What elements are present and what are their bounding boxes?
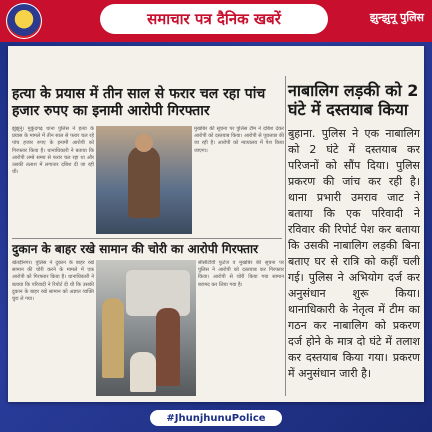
photo-person-head — [135, 134, 153, 152]
article-1-photo — [96, 126, 192, 234]
newspaper-clipping — [8, 46, 424, 402]
article-1-headline: हत्या के प्रयास में तीन साल से फरार चल रहा पांच हजार रुपए का इनामी आरोपी गिरफ्तार — [12, 86, 266, 119]
banner-title: समाचार पत्र दैनिक खबरें — [100, 4, 328, 34]
top-banner — [0, 0, 432, 42]
article-2-photo — [96, 260, 196, 396]
article-2-body-left: खेतड़ीनगर। पुलिस ने दुकान के बाहर रखे सामान की चोरी करने के मामले में एक आरोपी को गिरफ्तार किया है। थानाधिकारी ने बताया कि परिवादी ने रिपोर्ट दी थी कि उसकी दुकान के बाहर रखे सामान को अज्ञात व्यक्ति चुरा ले गया। — [12, 260, 94, 303]
article-1-body-left: झुंझुनूं। मुकुंदगढ़ थाना पुलिस ने हत्या के प्रयास के मामले में तीन साल से फरार चल रहे पांच हजार रुपए के इनामी आरोपी को गिरफ्तार किया है। थानाधिकारी ने बताया कि आरोपी लम्बे समय से फरार चल रहा था और उसकी तलाश में लगातार दबिश दी जा रही थी। — [12, 126, 94, 176]
vertical-divider — [285, 76, 286, 396]
article-1-body-right: मुखबिर की सूचना पर पुलिस टीम ने दबिश देकर आरोपी को दस्तयाब किया। आरोपी से पूछताछ की जा रही है। आरोपी को न्यायालय में पेश किया जाएगा। — [194, 126, 284, 154]
police-logo — [6, 3, 42, 39]
photo-person-3 — [130, 352, 156, 392]
photo-person-1 — [102, 298, 124, 378]
article-3-headline: नाबालिग लड़की को 2 घंटे में दस्तयाब किया — [288, 81, 419, 119]
photo-person-2 — [156, 308, 180, 386]
article-2-body-right: सीसीटीवी फुटेज व मुखबिर की सूचना पर पुलिस ने आरोपी को दस्तयाब कर गिरफ्तार किया। आरोपी से चोरी किया गया सामान बरामद कर लिया गया है। — [198, 260, 284, 288]
horizontal-divider — [12, 238, 282, 239]
district-label: झुन्झुनू पुलिस — [369, 11, 424, 24]
article-2-headline: दुकान के बाहर रखे सामान की चोरी का आरोपी गिरफ्तार — [12, 242, 258, 256]
photo-car — [126, 270, 190, 316]
footer-hashtag: #JhunjhunuPolice — [150, 410, 282, 426]
photo-person — [128, 146, 160, 218]
article-3-body: बुहाना. पुलिस ने एक नाबालिग को 2 घंटे में दस्तयाब कर परिजनों को सौंप दिया। पुलिस प्रकरण की जांच कर रही है। थाना प्रभारी उमराव जाट ने बताया कि एक परिवादी ने रविवार की रिपोर्ट पेश कर बताया कि उसकी नाबालिग लड़की बिना बताए घर से रात्रि को कहीं चली गई। पुलिस ने अभियोग दर्ज कर अनुसंधान शुरू किया। थानाधिकारी के नेतृत्व में टीम का गठन कर नाबालिग को प्रकरण दर्ज होने के मात्र दो घंटे में तलाश कर दस्तयाब किया गया। प्रकरण में अनुसंधान जारी है। — [288, 127, 420, 380]
